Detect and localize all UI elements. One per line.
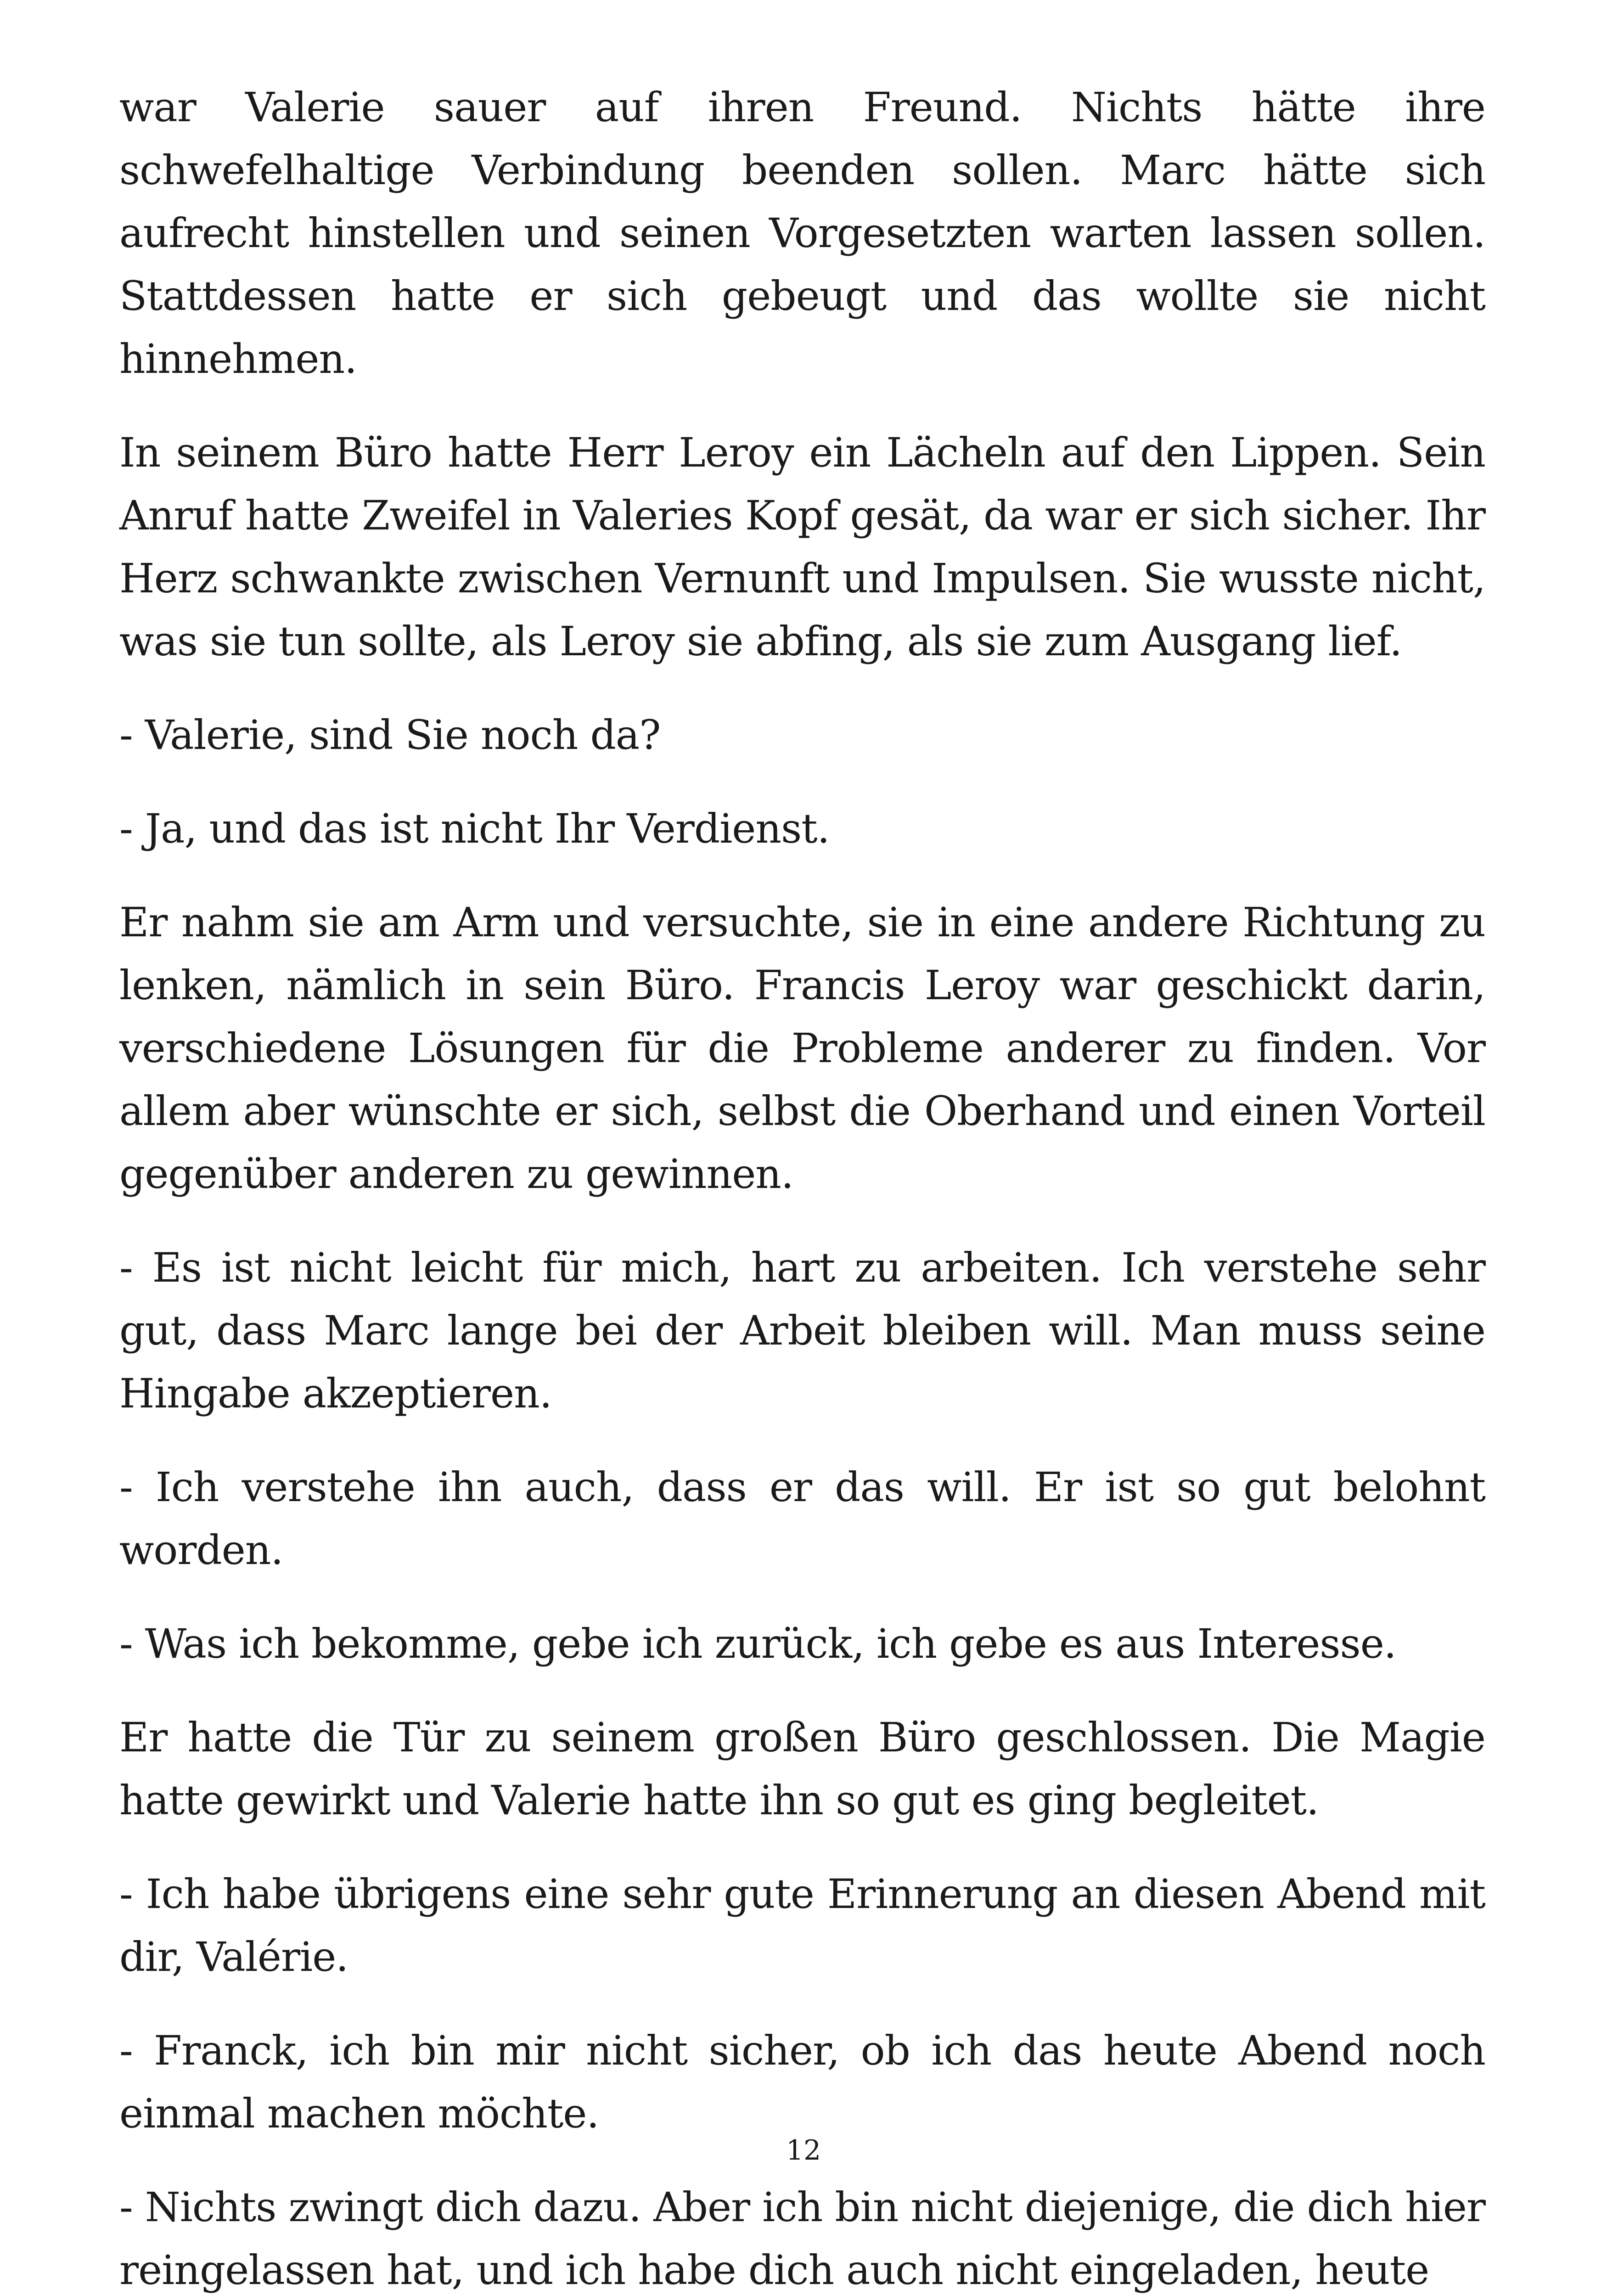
dialogue-line-7: - Franck, ich bin mir nicht sicher, ob ich das heute Abend noch einmal machen möchte.: [119, 2027, 1485, 2137]
paragraph-1: war Valerie sauer auf ihren Freund. Nichts hätte ihre schwefelhaltige Verbindung beenden sollen. Marc hätte sich aufrecht hinstellen und seinen Vorgesetzten warten lassen sollen. Stattdessen hatte er sich gebeugt und das wollte sie nicht hinnehmen.: [119, 84, 1485, 383]
page-body: [119, 76, 1485, 2296]
dialogue-line-2: - Ja, und das ist nicht Ihr Verdienst.: [119, 805, 830, 852]
dialogue-line-5: - Was ich bekomme, gebe ich zurück, ich gebe es aus Interesse.: [119, 1620, 1396, 1667]
page-number: 12: [786, 2134, 821, 2167]
dialogue-line-3: - Es ist nicht leicht für mich, hart zu arbeiten. Ich verstehe sehr gut, dass Marc lange bei der Arbeit bleiben will. Man muss seine Hingabe akzeptieren.: [119, 1244, 1485, 1417]
dialogue-line-8: - Nichts zwingt dich dazu. Aber ich bin nicht diejenige, die dich hier reingelassen hat, und ich habe dich auch nicht eingeladen, heute: [119, 2183, 1485, 2294]
dialogue-line-4: - Ich verstehe ihn auch, dass er das will. Er ist so gut belohnt worden.: [119, 1463, 1485, 1574]
dialogue-line-1: - Valerie, sind Sie noch da?: [119, 711, 661, 759]
paragraph-4: Er hatte die Tür zu seinem großen Büro geschlossen. Die Magie hatte gewirkt und Valerie hatte ihn so gut es ging begleitet.: [119, 1714, 1485, 1824]
dialogue-line-6: - Ich habe übrigens eine sehr gute Erinnerung an diesen Abend mit dir, Valérie.: [119, 1870, 1485, 1981]
paragraph-3: Er nahm sie am Arm und versuchte, sie in eine andere Richtung zu lenken, nämlich in sein Büro. Francis Leroy war geschickt darin, verschiedene Lösungen für die Probleme anderer zu finden. Vor allem aber wünschte er sich, selbst die Oberhand und einen Vorteil gegenüber anderen zu gewinnen.: [119, 899, 1485, 1198]
paragraph-2: In seinem Büro hatte Herr Leroy ein Lächeln auf den Lippen. Sein Anruf hatte Zweifel in Valeries Kopf gesät, da war er sich sicher. Ihr Herz schwankte zwischen Vernunft und Impulsen. Sie wusste nicht, was sie tun sollte, als Leroy sie abfing, als sie zum Ausgang lief.: [119, 429, 1485, 665]
